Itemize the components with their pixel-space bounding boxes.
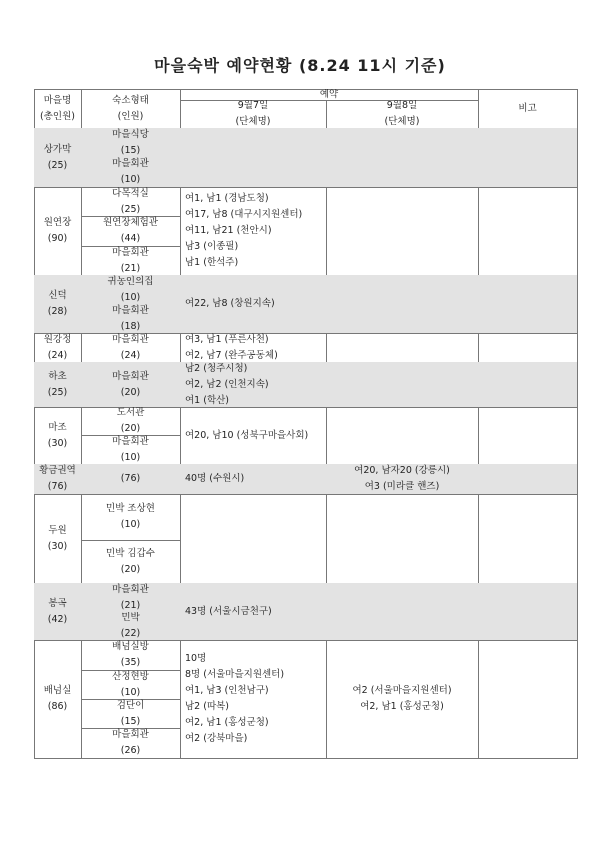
reservation-sep8-cell <box>326 640 479 759</box>
cell-text-line: (86) <box>47 701 68 712</box>
cell-text-line: 9월7일 <box>237 100 269 111</box>
cell-text-line: 여2, 남7 (완주공동체) <box>185 349 278 361</box>
cell-text-line: 여3 (미라클 핸즈) <box>364 481 440 492</box>
lodging-cell <box>81 304 181 334</box>
cell-text-line: 마을회관 <box>112 304 149 316</box>
cell-text-line: 귀농인의집 <box>107 275 154 287</box>
cell-text-line: (24) <box>120 349 141 361</box>
cell-text-line: 마조 <box>48 421 67 433</box>
cell-text-line: (인원) <box>117 110 144 122</box>
cell-text-line: (20) <box>120 563 141 575</box>
cell-text-line: 황금권역 <box>39 465 76 476</box>
cell-text-line: 여2, 남2 (인천지속) <box>185 378 269 390</box>
cell-text-line: 남3 (이종필) <box>185 241 239 252</box>
cell-text-line: (총인원) <box>40 110 75 122</box>
cell-text-line: 8명 (서울마을지원센터) <box>185 669 285 680</box>
village-name-cell <box>34 640 82 759</box>
reservation-sep7-cell <box>180 464 327 495</box>
village-name-cell <box>34 494 82 584</box>
reservation-sep7-cell <box>180 583 327 641</box>
cell-text-line: (30) <box>47 437 68 449</box>
cell-text-line: 원연장 <box>43 217 72 228</box>
cell-text-line: 도서관 <box>116 407 145 418</box>
reservation-sep8-cell <box>326 494 479 584</box>
cell-text-line: 마을회관 <box>112 729 149 740</box>
lodging-cell <box>81 362 181 408</box>
cell-text-line: 비고 <box>518 102 537 114</box>
village-name-cell <box>34 362 82 408</box>
reservation-sep8-cell <box>326 464 479 495</box>
reservation-sep8-cell <box>326 333 479 363</box>
cell-text-line: 9월8일 <box>386 100 418 111</box>
reservation-sep7-cell <box>180 187 327 276</box>
cell-text-line: 여1 (학산) <box>185 394 230 406</box>
village-name-cell <box>34 128 82 188</box>
cell-text-line: (15) <box>120 715 141 727</box>
cell-text-line: 마을명 <box>43 94 72 106</box>
lodging-cell <box>81 157 181 188</box>
cell-text-line: 마을식당 <box>112 128 149 140</box>
lodging-cell <box>81 728 181 759</box>
lodging-cell <box>81 540 181 584</box>
reservation-sep8-cell <box>326 583 479 641</box>
cell-text-line: 마을회관 <box>112 246 149 258</box>
note-cell <box>478 128 578 188</box>
reservation-sep8-cell <box>326 275 479 334</box>
cell-text-line: (26) <box>120 745 141 756</box>
cell-text-line: 남1 (한석주) <box>185 257 239 268</box>
cell-text-line: (21) <box>120 262 141 274</box>
lodging-cell <box>81 246 181 276</box>
cell-text-line: (10) <box>120 451 141 463</box>
village-name-cell <box>34 333 82 363</box>
cell-text-line: (90) <box>47 233 68 244</box>
cell-text-line: (28) <box>47 306 68 317</box>
cell-text-line: (25) <box>120 203 141 215</box>
cell-text-line: 원연장체험관 <box>102 217 159 228</box>
cell-text-line: (35) <box>120 657 141 668</box>
cell-text-line: 민박 조상현 <box>106 503 155 514</box>
cell-text-line: 여1, 남1 (경남도청) <box>185 193 269 204</box>
cell-text-line: (20) <box>120 386 141 398</box>
note-cell <box>478 407 578 465</box>
cell-text-line: 봉곡 <box>48 597 67 609</box>
cell-text-line: (25) <box>47 386 68 398</box>
cell-text-line: 상가막 <box>43 143 72 155</box>
cell-text-line: 원강정 <box>43 333 72 345</box>
cell-text-line: 40명 (수원시) <box>185 473 245 484</box>
reservation-sep7-cell <box>180 333 327 363</box>
cell-text-line: 10명 <box>185 653 207 664</box>
cell-text-line: 남2 (청주시청) <box>185 362 248 374</box>
reservation-sep7-cell <box>180 640 327 759</box>
header-date-sep7 <box>180 100 327 129</box>
village-name-cell <box>34 464 82 495</box>
cell-text-line: (30) <box>47 540 68 552</box>
cell-text-line: 신덕 <box>48 290 67 301</box>
cell-text-line: 마을회관 <box>112 583 149 595</box>
cell-text-line: (단체명) <box>384 116 420 127</box>
cell-text-line: 숙소형태 <box>112 94 149 106</box>
village-name-cell <box>34 275 82 334</box>
note-cell <box>478 187 578 276</box>
note-cell <box>478 464 578 495</box>
lodging-cell <box>81 275 181 305</box>
cell-text-line: 마을회관 <box>112 333 149 345</box>
reservation-sep7-cell <box>180 407 327 465</box>
lodging-cell <box>81 583 181 613</box>
cell-text-line: 43명 (서울시금천구) <box>185 605 272 617</box>
lodging-cell <box>81 187 181 217</box>
note-cell <box>478 362 578 408</box>
cell-text-line: (44) <box>120 233 141 244</box>
cell-text-line: 여20, 남10 (성북구마을사회) <box>185 429 309 441</box>
cell-text-line: (25) <box>47 159 68 171</box>
note-cell <box>478 583 578 641</box>
cell-text-line: 마을회관 <box>112 158 149 169</box>
header-village <box>34 89 82 129</box>
reservation-sep8-cell <box>326 362 479 408</box>
cell-text-line: (76) <box>47 481 68 492</box>
lodging-cell <box>81 216 181 247</box>
cell-text-line: 여20, 남자20 (강릉시) <box>354 465 450 476</box>
cell-text-line: 예약 <box>319 89 339 100</box>
village-name-cell <box>34 407 82 465</box>
reservation-sep7-cell <box>180 494 327 584</box>
cell-text-line: 배넘실 <box>43 685 72 696</box>
village-name-cell <box>34 583 82 641</box>
reservation-sep8-cell <box>326 407 479 465</box>
cell-text-line: 여2 (서울마을지원센터) <box>352 685 452 696</box>
cell-text-line: (10) <box>120 291 141 303</box>
lodging-cell <box>81 670 181 700</box>
note-cell <box>478 640 578 759</box>
note-cell <box>478 494 578 584</box>
cell-text-line: 여11, 남21 (천안시) <box>185 225 272 236</box>
cell-text-line: (21) <box>120 599 141 611</box>
cell-text-line: 마을회관 <box>112 435 149 447</box>
cell-text-line: 여2, 남1 (홍성군청) <box>185 717 269 728</box>
cell-text-line: (76) <box>120 473 141 484</box>
cell-text-line: 배넘실방 <box>112 641 149 652</box>
cell-text-line: 산정현방 <box>112 670 149 682</box>
cell-text-line: 마을회관 <box>112 370 149 382</box>
village-name-cell <box>34 187 82 276</box>
lodging-cell <box>81 699 181 729</box>
cell-text-line: (24) <box>47 349 68 361</box>
lodging-cell <box>81 612 181 641</box>
cell-text-line: 여2 (강북마을) <box>185 733 248 744</box>
cell-text-line: 남2 (따복) <box>185 701 230 712</box>
lodging-cell <box>81 494 181 541</box>
reservation-sep7-cell <box>180 128 327 188</box>
header-note <box>478 89 578 129</box>
note-cell <box>478 275 578 334</box>
cell-text-line: (10) <box>120 519 141 530</box>
lodging-cell <box>81 435 181 465</box>
cell-text-line: 여2, 남1 (홍성군청) <box>360 701 444 712</box>
lodging-cell <box>81 128 181 158</box>
cell-text-line: 민박 <box>121 612 140 623</box>
page-title: 마을숙박 예약현황 (8.24 11시 기준) <box>154 56 446 75</box>
reservation-sep8-cell <box>326 128 479 188</box>
cell-text-line: 민박 김갑수 <box>106 547 155 559</box>
cell-text-line: 다목적실 <box>112 187 149 199</box>
reservation-sep8-cell <box>326 187 479 276</box>
lodging-cell <box>81 407 181 436</box>
lodging-cell <box>81 640 181 671</box>
cell-text-line: 여17, 남8 (대구시지원센터) <box>185 209 303 220</box>
cell-text-line: (18) <box>120 320 141 332</box>
cell-text-line: (42) <box>47 613 68 625</box>
header-lodging <box>81 89 181 129</box>
note-cell <box>478 333 578 363</box>
cell-text-line: (단체명) <box>235 116 271 127</box>
cell-text-line: (15) <box>120 144 141 156</box>
cell-text-line: (22) <box>120 628 141 639</box>
reservation-sep7-cell <box>180 275 327 334</box>
cell-text-line: 여22, 남8 (창원지속) <box>185 298 275 309</box>
lodging-cell <box>81 333 181 363</box>
reservation-sep7-cell <box>180 362 327 408</box>
cell-text-line: 검단이 <box>116 699 145 711</box>
cell-text-line: 두원 <box>48 524 67 536</box>
cell-text-line: (10) <box>120 686 141 698</box>
cell-text-line: (20) <box>120 423 141 434</box>
cell-text-line: (10) <box>120 174 141 185</box>
lodging-cell <box>81 464 181 495</box>
header-date-sep8 <box>326 100 479 129</box>
cell-text-line: 하초 <box>48 370 67 382</box>
cell-text-line: 여1, 남3 (인천남구) <box>185 685 269 696</box>
cell-text-line: 여3, 남1 (푸른사천) <box>185 333 269 345</box>
